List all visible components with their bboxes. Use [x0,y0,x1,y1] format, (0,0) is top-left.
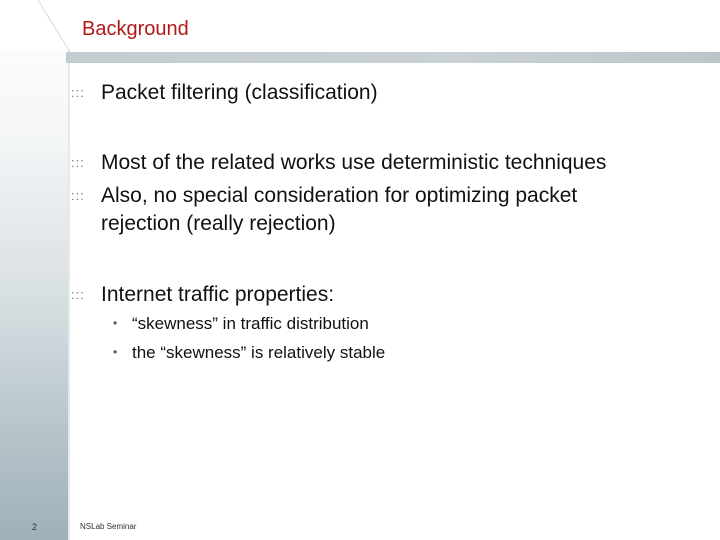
bullet-continuation [101,209,336,238]
page-number: 2 [32,522,38,532]
sub-bullet-text: the “skewness” is relatively stable [132,343,386,362]
slide-title: Background [82,18,189,40]
sub-bullet-dot-icon: • [113,345,118,359]
sub-bullet-skewness [113,309,369,338]
bullet-text: rejection (really rejection) [101,212,336,235]
sub-bullet-text: “skewness” in traffic distribution [132,314,369,333]
left-gradient-band [0,0,68,540]
bullet-marker-icon: ::: [71,85,85,100]
bullet-packet-filtering [71,78,378,107]
bullet-text: Packet filtering (classification) [101,81,378,104]
bullet-related-works [71,148,607,177]
sub-bullet-dot-icon: • [113,316,118,330]
sub-bullet-stable [113,338,386,367]
bullet-marker-icon: ::: [71,287,85,302]
footer-label: NSLab Seminar [80,522,137,531]
bullet-no-special-consideration [71,181,578,210]
bullet-marker-icon: ::: [71,188,85,203]
bullet-text: Internet traffic properties: [101,283,335,306]
bullet-text: Also, no special consideration for optimizing packet [101,184,578,207]
bullet-text: Most of the related works use deterministic techniques [101,151,607,174]
left-divider [68,0,70,540]
bullet-marker-icon: ::: [71,155,85,170]
title-underline-bar [66,52,720,63]
bullet-internet-traffic [71,280,335,309]
